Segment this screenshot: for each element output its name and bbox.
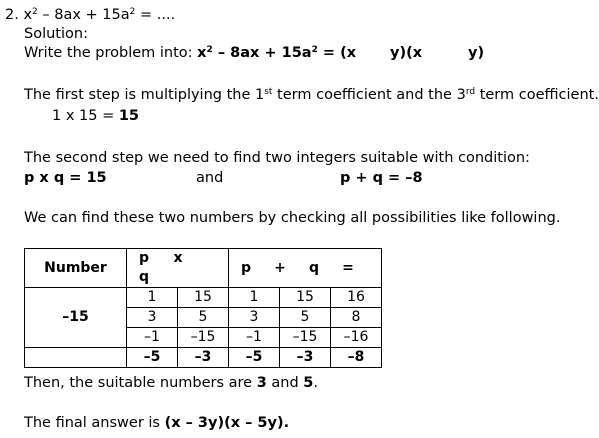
step3-text: We can find these two numbers by checking all possibilities like following. bbox=[24, 210, 561, 226]
table-cell: 16 bbox=[331, 288, 382, 308]
table-cell-empty bbox=[25, 348, 127, 368]
table-cell: 15 bbox=[178, 288, 229, 308]
step1-text: The first step is multiplying the 1st term coefficient and the 3rd term coefficient. bbox=[24, 87, 599, 103]
table-cell: 3 bbox=[127, 308, 178, 328]
write-line: Write the problem into: $x^2 - 8ax + 15a^2 = (x$ bbox=[24, 45, 357, 61]
problem-number: 2. bbox=[5, 7, 19, 23]
table-cell: 15 bbox=[280, 288, 331, 308]
step1-calc: 1 x 15 = 15 bbox=[52, 108, 140, 124]
write-y1: y)(x bbox=[390, 45, 423, 61]
header-sum: p + q = bbox=[229, 249, 382, 288]
possibilities-table bbox=[24, 248, 382, 368]
table-cell: –5 bbox=[229, 348, 280, 368]
table-cell: –15 bbox=[178, 328, 229, 348]
final-answer: (x – 3y)(x – 5y). bbox=[164, 415, 290, 431]
write-expression: $x^2 - 8ax + 15a^2 = (x$ bbox=[197, 45, 357, 61]
table-cell: 5 bbox=[178, 308, 229, 328]
problem-expression: $x^2 - 8ax + 15a^2$ = .... bbox=[23, 7, 176, 23]
table-cell: –3 bbox=[178, 348, 229, 368]
table-cell: –8 bbox=[331, 348, 382, 368]
condition-product: p x q = 15 bbox=[24, 170, 107, 186]
table-cell: 3 bbox=[229, 308, 280, 328]
condition-sum: p + q = –8 bbox=[340, 170, 423, 186]
solution-label: Solution: bbox=[24, 26, 88, 42]
table-row bbox=[25, 288, 382, 308]
condition-and: and bbox=[196, 170, 224, 186]
table-cell: –1 bbox=[229, 328, 280, 348]
problem-line bbox=[5, 6, 175, 24]
table-cell: –5 bbox=[127, 348, 178, 368]
write-y2: y) bbox=[468, 45, 485, 61]
table-cell: 1 bbox=[229, 288, 280, 308]
conclusion-line: Then, the suitable numbers are 3 and 5. bbox=[24, 375, 318, 391]
table-row-answer bbox=[25, 348, 382, 368]
step2-text: The second step we need to find two integers suitable with condition: bbox=[24, 150, 530, 166]
header-product: p xq bbox=[127, 249, 229, 288]
table-cell: 8 bbox=[331, 308, 382, 328]
table-cell: 1 bbox=[127, 288, 178, 308]
table-header-row bbox=[25, 249, 382, 288]
table-cell: –15 bbox=[280, 328, 331, 348]
header-number: Number bbox=[25, 249, 127, 288]
table-cell: –16 bbox=[331, 328, 382, 348]
table-cell: 5 bbox=[280, 308, 331, 328]
final-answer-line: The final answer is (x – 3y)(x – 5y). bbox=[24, 415, 290, 431]
table-cell: –3 bbox=[280, 348, 331, 368]
number-value: –15 bbox=[25, 288, 127, 348]
table-cell: –1 bbox=[127, 328, 178, 348]
